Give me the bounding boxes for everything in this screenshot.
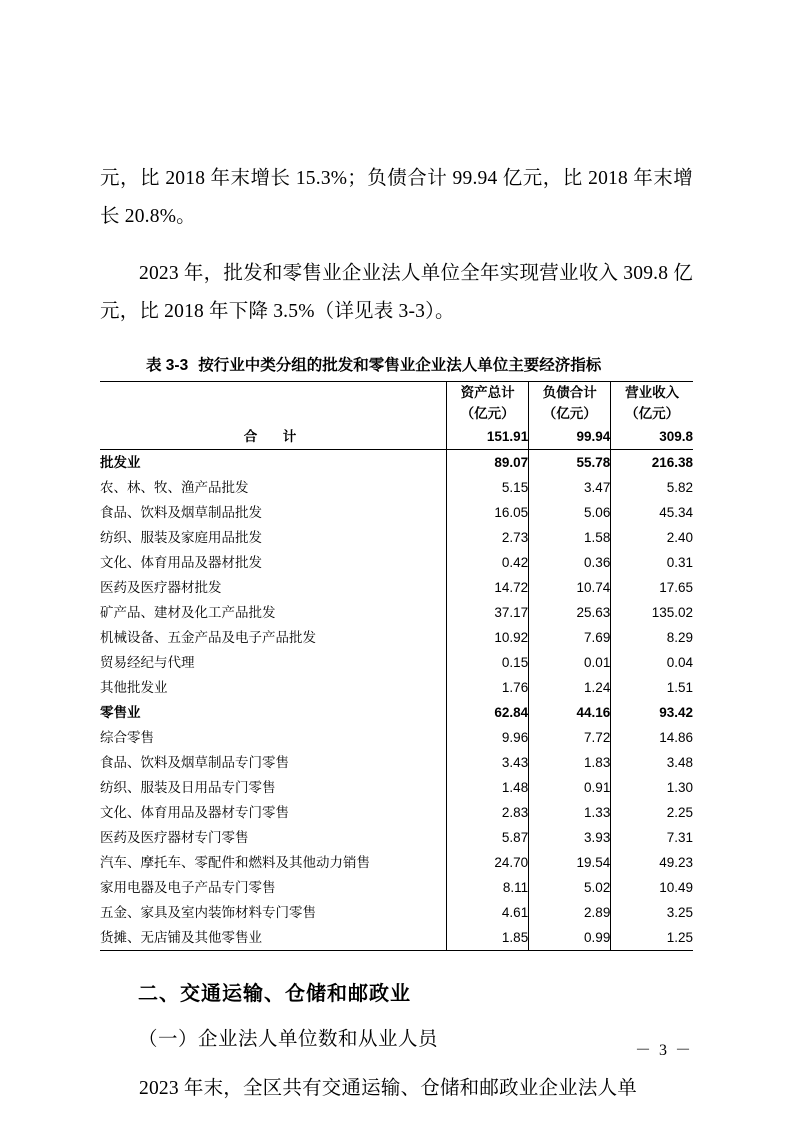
row-label: 医药及医疗器材专门零售 bbox=[100, 830, 249, 845]
row-value: 93.42 bbox=[611, 700, 693, 725]
row-value: 1.48 bbox=[447, 775, 529, 800]
table-row bbox=[100, 600, 693, 625]
row-value: 49.23 bbox=[611, 850, 693, 875]
row-label: 机械设备、五金产品及电子产品批发 bbox=[100, 630, 316, 645]
row-label: 货摊、无店铺及其他零售业 bbox=[100, 925, 447, 951]
row-value: 10.74 bbox=[529, 575, 611, 600]
row-value: 3.93 bbox=[529, 825, 611, 850]
row-label: 家用电器及电子产品专门零售 bbox=[100, 880, 276, 895]
row-label: 纺织、服装及家庭用品批发 bbox=[100, 530, 262, 545]
table-row bbox=[100, 500, 693, 525]
header-liabilities-line1: 负债合计 bbox=[542, 385, 597, 400]
row-value: 1.83 bbox=[529, 750, 611, 775]
row-label: 农、林、牧、渔产品批发 bbox=[100, 480, 249, 495]
row-value: 7.31 bbox=[611, 825, 693, 850]
row-value: 1.25 bbox=[611, 925, 693, 951]
row-value: 216.38 bbox=[611, 450, 693, 476]
row-value: 62.84 bbox=[447, 700, 529, 725]
row-value: 1.76 bbox=[447, 675, 529, 700]
row-value: 1.33 bbox=[529, 800, 611, 825]
row-value: 10.49 bbox=[611, 875, 693, 900]
row-label: 医药及医疗器材批发 bbox=[100, 580, 222, 595]
row-value: 0.15 bbox=[447, 650, 529, 675]
row-value: 1.85 bbox=[447, 925, 529, 951]
header-liabilities-line2: （亿元） bbox=[542, 406, 597, 421]
row-value: 89.07 bbox=[447, 450, 529, 476]
paragraph-continuation: 元，比 2018 年末增长 15.3%；负债合计 99.94 亿元，比 2018 年末增长 20.8%。 bbox=[100, 167, 693, 227]
row-value: 135.02 bbox=[611, 600, 693, 625]
row-label: 食品、饮料及烟草制品专门零售 bbox=[100, 755, 289, 770]
row-label: 汽车、摩托车、零配件和燃料及其他动力销售 bbox=[100, 855, 370, 870]
row-value: 1.30 bbox=[611, 775, 693, 800]
row-value: 1.51 bbox=[611, 675, 693, 700]
table-row bbox=[100, 750, 693, 775]
table-row bbox=[100, 650, 693, 675]
header-cell-revenue bbox=[611, 382, 693, 425]
row-value: 24.70 bbox=[447, 850, 529, 875]
row-label: 食品、饮料及烟草制品批发 bbox=[100, 505, 262, 520]
table-row bbox=[100, 800, 693, 825]
row-value: 151.91 bbox=[447, 424, 529, 450]
row-value: 3.25 bbox=[611, 900, 693, 925]
row-value: 2.25 bbox=[611, 800, 693, 825]
row-value: 1.24 bbox=[529, 675, 611, 700]
header-assets-line2: （亿元） bbox=[460, 406, 515, 421]
header-revenue-line1: 营业收入 bbox=[625, 385, 680, 400]
row-label: 文化、体育用品及器材专门零售 bbox=[100, 805, 289, 820]
row-value: 0.99 bbox=[529, 925, 611, 951]
row-value: 0.04 bbox=[611, 650, 693, 675]
row-value: 25.63 bbox=[529, 600, 611, 625]
table-row bbox=[100, 850, 693, 875]
economic-indicators-table bbox=[100, 381, 693, 951]
header-cell-blank bbox=[100, 382, 447, 425]
row-value: 5.06 bbox=[529, 500, 611, 525]
row-value: 5.15 bbox=[447, 475, 529, 500]
table-row bbox=[100, 825, 693, 850]
subsection-heading: （一）企业法人单位数和从业人员 bbox=[138, 1028, 439, 1050]
paragraph-revenue: 2023 年，批发和零售业企业法人单位全年实现营业收入 309.8 亿元，比 2018 年下降 3.5%（详见表 3-3）。 bbox=[100, 263, 693, 322]
row-label: 其他批发业 bbox=[100, 680, 168, 695]
row-value: 4.61 bbox=[447, 900, 529, 925]
paragraph-transport: 2023 年末，全区共有交通运输、仓储和邮政业企业法人单 bbox=[139, 1078, 637, 1100]
section-heading: 二、交通运输、仓储和邮政业 bbox=[138, 983, 411, 1005]
page-number: － 3 － bbox=[634, 1042, 693, 1059]
row-value: 14.72 bbox=[447, 575, 529, 600]
row-value: 0.31 bbox=[611, 550, 693, 575]
table-row bbox=[100, 424, 693, 450]
row-value: 8.29 bbox=[611, 625, 693, 650]
table-header bbox=[100, 382, 693, 425]
table-row bbox=[100, 625, 693, 650]
table-row bbox=[100, 475, 693, 500]
table-number: 表 3-3 bbox=[146, 357, 189, 374]
row-value: 3.47 bbox=[529, 475, 611, 500]
row-label: 综合零售 bbox=[100, 730, 154, 745]
header-cell-liabilities bbox=[529, 382, 611, 425]
row-value: 55.78 bbox=[529, 450, 611, 476]
row-value: 16.05 bbox=[447, 500, 529, 525]
row-value: 44.16 bbox=[529, 700, 611, 725]
row-value: 7.72 bbox=[529, 725, 611, 750]
row-value: 1.58 bbox=[529, 525, 611, 550]
table-row bbox=[100, 675, 693, 700]
header-revenue-line2: （亿元） bbox=[625, 406, 680, 421]
table-row bbox=[100, 875, 693, 900]
table-row bbox=[100, 725, 693, 750]
row-value: 45.34 bbox=[611, 500, 693, 525]
table-caption bbox=[100, 353, 693, 375]
row-label: 文化、体育用品及器材批发 bbox=[100, 555, 262, 570]
row-value: 2.40 bbox=[611, 525, 693, 550]
table-row bbox=[100, 925, 693, 951]
row-value: 99.94 bbox=[529, 424, 611, 450]
row-value: 5.02 bbox=[529, 875, 611, 900]
header-assets-line1: 资产总计 bbox=[460, 385, 515, 400]
row-value: 5.82 bbox=[611, 475, 693, 500]
row-value: 19.54 bbox=[529, 850, 611, 875]
row-label: 矿产品、建材及化工产品批发 bbox=[100, 605, 276, 620]
row-label: 合 计 bbox=[100, 424, 447, 450]
row-value: 0.91 bbox=[529, 775, 611, 800]
row-value: 2.83 bbox=[447, 800, 529, 825]
row-value: 3.43 bbox=[447, 750, 529, 775]
row-label: 批发业 bbox=[100, 455, 141, 470]
row-value: 9.96 bbox=[447, 725, 529, 750]
table-row bbox=[100, 700, 693, 725]
row-label: 零售业 bbox=[100, 705, 141, 720]
row-value: 0.36 bbox=[529, 550, 611, 575]
row-label: 贸易经纪与代理 bbox=[100, 655, 195, 670]
row-value: 309.8 bbox=[611, 424, 693, 450]
table-header-row bbox=[100, 382, 693, 425]
table-row bbox=[100, 900, 693, 925]
table-row bbox=[100, 775, 693, 800]
row-value: 2.73 bbox=[447, 525, 529, 550]
row-value: 10.92 bbox=[447, 625, 529, 650]
row-value: 17.65 bbox=[611, 575, 693, 600]
row-value: 7.69 bbox=[529, 625, 611, 650]
table-row bbox=[100, 575, 693, 600]
row-label: 五金、家具及室内装饰材料专门零售 bbox=[100, 905, 316, 920]
table-row bbox=[100, 550, 693, 575]
table-title-text: 按行业中类分组的批发和零售业企业法人单位主要经济指标 bbox=[198, 357, 602, 374]
row-value: 0.42 bbox=[447, 550, 529, 575]
row-label: 纺织、服装及日用品专门零售 bbox=[100, 780, 276, 795]
row-value: 0.01 bbox=[529, 650, 611, 675]
row-value: 8.11 bbox=[447, 875, 529, 900]
row-value: 37.17 bbox=[447, 600, 529, 625]
row-value: 14.86 bbox=[611, 725, 693, 750]
row-value: 2.89 bbox=[529, 900, 611, 925]
row-value: 5.87 bbox=[447, 825, 529, 850]
row-value: 3.48 bbox=[611, 750, 693, 775]
header-cell-assets bbox=[447, 382, 529, 425]
table-body bbox=[100, 424, 693, 951]
table-row bbox=[100, 450, 693, 476]
table-row bbox=[100, 525, 693, 550]
